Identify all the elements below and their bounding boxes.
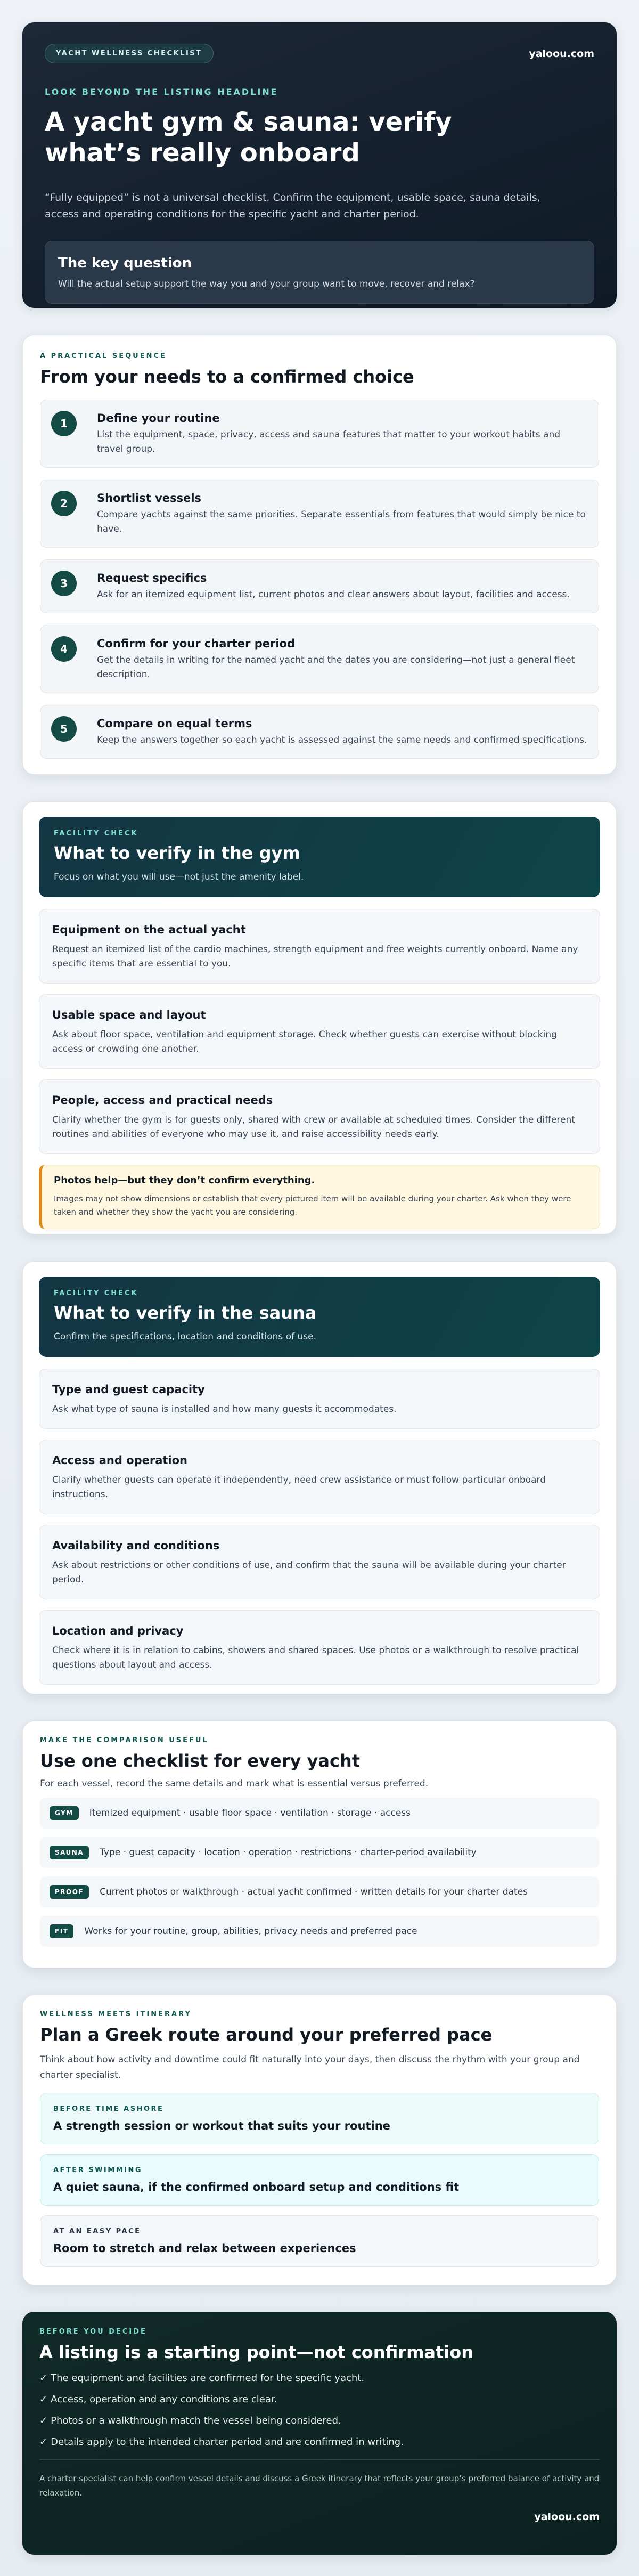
step-number-badge: 3 xyxy=(51,571,77,596)
checklist-intro: For each vessel, record the same details and mark what is essential versus preferred. xyxy=(40,1778,429,1789)
step-body xyxy=(97,411,588,457)
moment-label: BEFORE TIME ASHORE xyxy=(53,2105,164,2113)
route-moments xyxy=(40,2093,599,2267)
checklist-tag: GYM xyxy=(50,1806,79,1820)
step-title: Define your routine xyxy=(97,412,220,425)
item-text: Request an itemized list of the cardio machines, strength equipment and free weights currently onboard. Name any specific items that are essential to you. xyxy=(52,944,578,969)
step-item xyxy=(40,625,599,693)
moment-text: A strength session or workout that suits your routine xyxy=(53,2119,390,2132)
step-body xyxy=(97,571,570,602)
checklist-pill: YACHT WELLNESS CHECKLIST xyxy=(45,44,214,63)
item-title: Type and guest capacity xyxy=(52,1383,205,1396)
sauna-check-item xyxy=(39,1369,600,1429)
sauna-check-item xyxy=(39,1440,600,1514)
step-item xyxy=(40,400,599,468)
step-number-badge: 2 xyxy=(51,491,77,516)
key-question-title: The key question xyxy=(58,255,192,271)
final-check-item xyxy=(39,2392,600,2407)
gym-eyebrow: FACILITY CHECK xyxy=(54,830,138,838)
route-moment xyxy=(40,2093,599,2144)
step-number-badge: 4 xyxy=(51,636,77,662)
step-title: Shortlist vessels xyxy=(97,492,202,505)
item-text: Check where it is in relation to cabins, showers and shared spaces. Use photos or a walkthrough to resolve practical questions about layout and access. xyxy=(52,1645,579,1670)
checklist-tag: PROOF xyxy=(50,1885,89,1899)
final-check-text: Details apply to the intended charter period and are confirmed in writing. xyxy=(51,2436,404,2448)
item-title: Usable space and layout xyxy=(52,1009,206,1021)
final-divider xyxy=(39,2459,600,2460)
step-title: Confirm for your charter period xyxy=(97,637,296,650)
sequence-title: From your needs to a confirmed choice xyxy=(40,367,414,387)
gym-section xyxy=(22,801,617,1234)
final-section xyxy=(22,2312,617,2555)
sequence-eyebrow: A PRACTICAL SEQUENCE xyxy=(40,352,167,360)
step-body xyxy=(97,716,587,747)
final-check-text: Access, operation and any conditions are clear. xyxy=(51,2394,277,2405)
checklist-text: Type · guest capacity · location · operation · restrictions · charter-period availability xyxy=(100,1847,477,1858)
moment-label: AFTER SWIMMING xyxy=(53,2166,143,2174)
check-icon: ✓ xyxy=(39,2436,48,2448)
check-icon: ✓ xyxy=(39,2394,48,2405)
checklist-row xyxy=(40,1876,599,1907)
step-title: Compare on equal terms xyxy=(97,717,252,730)
item-title: Location and privacy xyxy=(52,1624,184,1637)
step-item xyxy=(40,705,599,759)
item-text: Clarify whether the gym is for guests only, shared with crew or available at scheduled times. Consider the different routines and abilities of everyone who may use it, and raise accessibility needs early. xyxy=(52,1115,575,1140)
final-check-text: The equipment and facilities are confirmed for the specific yacht. xyxy=(51,2372,365,2384)
final-title: A listing is a starting point—not confirmation xyxy=(39,2342,474,2362)
key-question-text: Will the actual setup support the way you and your group want to move, recover and relax? xyxy=(58,279,475,289)
sauna-eyebrow: FACILITY CHECK xyxy=(54,1289,138,1297)
step-text: Get the details in writing for the named yacht and the dates you are considering—not just a general fleet description. xyxy=(97,655,575,680)
gym-check-item xyxy=(39,1079,600,1154)
steps-list xyxy=(40,400,599,759)
checklist-text: Current photos or walkthrough · actual yacht confirmed · written details for your charter dates xyxy=(100,1887,528,1897)
route-title: Plan a Greek route around your preferred pace xyxy=(40,2025,493,2045)
checklist-text: Itemized equipment · usable floor space · ventilation · storage · access xyxy=(89,1808,411,1818)
step-title: Request specifics xyxy=(97,572,207,584)
note-title: Photos help—but they don’t confirm everything. xyxy=(54,1175,315,1186)
final-checklist xyxy=(39,2371,600,2450)
route-eyebrow: WELLNESS MEETS ITINERARY xyxy=(40,2010,192,2018)
checklist-text: Works for your routine, group, abilities, privacy needs and preferred pace xyxy=(84,1926,417,1937)
final-check-text: Photos or a walkthrough match the vessel being considered. xyxy=(51,2415,341,2426)
gym-check-item xyxy=(39,994,600,1069)
hero-top-bar xyxy=(45,44,594,63)
moment-text: Room to stretch and relax between experiences xyxy=(53,2242,356,2255)
final-eyebrow: BEFORE YOU DECIDE xyxy=(39,2328,147,2336)
final-note: A charter specialist can help confirm vessel details and discuss a Greek itinerary that reflects your group’s preferred balance of activity and relaxation. xyxy=(39,2474,600,2498)
route-section xyxy=(22,1995,617,2285)
brand-logo-text[interactable]: yaloou.com xyxy=(529,47,594,60)
item-text: Ask what type of sauna is installed and how many guests it accommodates. xyxy=(52,1404,397,1415)
checklist-tag: SAUNA xyxy=(50,1846,89,1859)
sauna-header xyxy=(39,1277,600,1357)
checklist-section xyxy=(22,1721,617,1968)
gym-title: What to verify in the gym xyxy=(54,843,300,863)
final-check-item xyxy=(39,2414,600,2428)
photos-note-callout xyxy=(39,1165,600,1229)
moment-label: AT AN EASY PACE xyxy=(53,2228,141,2236)
item-text: Ask about restrictions or other conditions of use, and confirm that the sauna will be available during your charter period. xyxy=(52,1560,566,1585)
final-check-item xyxy=(39,2435,600,2450)
hero-eyebrow: LOOK BEYOND THE LISTING HEADLINE xyxy=(45,87,278,97)
item-title: Equipment on the actual yacht xyxy=(52,923,246,936)
page-title: A yacht gym & sauna: verify what’s really onboard xyxy=(45,107,452,168)
checklist-row xyxy=(40,1837,599,1868)
step-text: Compare yachts against the same priorities. Separate essentials from features that would simply be nice to have. xyxy=(97,509,586,534)
item-title: Access and operation xyxy=(52,1454,188,1467)
route-moment xyxy=(40,2215,599,2267)
gym-check-item xyxy=(39,909,600,984)
step-body xyxy=(97,491,588,537)
item-text: Ask about floor space, ventilation and equipment storage. Check whether guests can exercise without blocking access or crowding one another. xyxy=(52,1029,557,1054)
gym-header xyxy=(39,817,600,897)
step-text: Keep the answers together so each yacht is assessed against the same needs and confirmed specifications. xyxy=(97,735,587,745)
item-title: Availability and conditions xyxy=(52,1539,220,1552)
step-text: Ask for an itemized equipment list, current photos and clear answers about layout, facilities and access. xyxy=(97,589,570,600)
sequence-section xyxy=(22,335,617,775)
checklist-tag: FIT xyxy=(50,1924,73,1938)
checklist-eyebrow: MAKE THE COMPARISON USEFUL xyxy=(40,1736,209,1744)
step-text: List the equipment, space, privacy, access and sauna features that matter to your workout habits and travel group. xyxy=(97,429,561,454)
checklist-row xyxy=(40,1798,599,1829)
sauna-intro: Confirm the specifications, location and conditions of use. xyxy=(54,1331,316,1342)
step-item xyxy=(40,480,599,548)
gym-intro: Focus on what you will use—not just the amenity label. xyxy=(54,872,304,882)
moment-text: A quiet sauna, if the confirmed onboard setup and conditions fit xyxy=(53,2181,460,2193)
checklist-title: Use one checklist for every yacht xyxy=(40,1751,360,1771)
route-intro: Think about how activity and downtime could fit naturally into your days, then discuss the rhythm with your group and charter specialist. xyxy=(40,2054,580,2081)
step-item xyxy=(40,559,599,613)
footer-brand-text[interactable]: yaloou.com xyxy=(534,2511,600,2523)
sauna-check-item xyxy=(39,1525,600,1599)
step-number-badge: 1 xyxy=(51,411,77,436)
step-body xyxy=(97,636,588,682)
route-moment xyxy=(40,2154,599,2206)
item-title: People, access and practical needs xyxy=(52,1094,273,1107)
note-text: Images may not show dimensions or establish that every pictured item will be available during your charter. Ask when they were taken and whether they show the yacht you are considering. xyxy=(54,1194,571,1217)
sauna-check-item xyxy=(39,1610,600,1685)
check-icon: ✓ xyxy=(39,2372,48,2384)
sauna-title: What to verify in the sauna xyxy=(54,1303,317,1323)
step-number-badge: 5 xyxy=(51,716,77,742)
key-question-box xyxy=(45,241,594,304)
sauna-section xyxy=(22,1261,617,1694)
check-icon: ✓ xyxy=(39,2415,48,2426)
item-text: Clarify whether guests can operate it independently, need crew assistance or must follow particular onboard instructions. xyxy=(52,1475,546,1500)
checklist-rows xyxy=(40,1798,599,1947)
final-check-item xyxy=(39,2371,600,2386)
checklist-row xyxy=(40,1916,599,1947)
hero-intro: “Fully equipped” is not a universal checklist. Confirm the equipment, usable space, sauna details, access and operating conditions for the specific yacht and charter period. xyxy=(45,192,540,220)
hero-section xyxy=(22,22,617,308)
